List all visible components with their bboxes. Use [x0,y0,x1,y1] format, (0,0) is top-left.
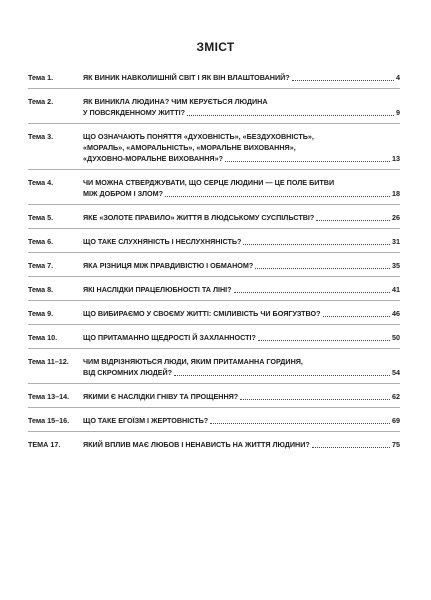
toc-separator [28,169,400,170]
toc-entry-last-line [83,284,400,295]
toc-entry[interactable] [28,96,400,118]
toc-entry-title-line: ЯКИЙ ВПЛИВ МАЄ ЛЮБОВ І НЕНАВИСТЬ НА ЖИТТЯ ЛЮДИНИ? [83,440,310,449]
toc-entry[interactable] [28,439,400,450]
toc-entry-title-line: ЧИМ ВІДРІЗНЯЮТЬСЯ ЛЮДИ, ЯКИМ ПРИТАМАННА ГОРДИНЯ, [83,357,303,366]
toc-entry-title-line: «МОРАЛЬ», «АМОРАЛЬНІСТЬ», «МОРАЛЬНЕ ВИХОВАННЯ», [83,143,296,152]
toc-separator [28,324,400,325]
toc-entry-title-line: ЯК ВИНИКЛА ЛЮДИНА? ЧИМ КЕРУЄТЬСЯ ЛЮДИНА [83,97,268,106]
toc-separator [28,300,400,301]
toc-page-number: 9 [396,108,400,117]
toc-entry-title-line: «ДУХОВНО-МОРАЛЬНЕ ВИХОВАННЯ»? [83,154,223,163]
toc-entry-title-line: МІЖ ДОБРОМ І ЗЛОМ? [83,189,163,198]
toc-entry[interactable] [28,284,400,295]
toc-page-number: 13 [392,154,400,163]
toc-separator [28,252,400,253]
toc-entry-number: Тема 10. [28,333,58,342]
toc-entry[interactable] [28,212,400,223]
toc-entry-last-line [83,439,400,450]
toc-entry[interactable] [28,131,400,164]
toc-entry-last-line [83,260,400,271]
toc-entry-text [83,332,400,343]
toc-entry-text [83,439,400,450]
toc-entry-title-line: ЧИ МОЖНА СТВЕРДЖУВАТИ, ЩО СЕРЦЕ ЛЮДИНИ — ЦЕ ПОЛЕ БИТВИ [83,178,335,187]
toc-entry-text [83,236,400,247]
toc-entry-title-line: ЩО ТАКЕ СЛУХНЯНІСТЬ І НЕСЛУХНЯНІСТЬ? [83,237,242,246]
toc-entry-text [83,356,400,378]
dot-leader [165,189,390,197]
toc-entry-title-line: ЯКЕ «ЗОЛОТЕ ПРАВИЛО» ЖИТТЯ В ЛЮДСЬКОМУ СУСПІЛЬСТВІ? [83,213,315,222]
toc-entry-title-line: ЯКІ НАСЛІДКИ ПРАЦЕЛЮБНОСТІ ТА ЛІНІ? [83,285,232,294]
toc-separator [28,228,400,229]
toc-entry-title-line: ЩО ТАКЕ ЕГОЇЗМ І ЖЕРТОВНІСТЬ? [83,416,209,425]
toc-entry[interactable] [28,236,400,247]
toc-entry-text [83,260,400,271]
toc-entry-text [83,131,400,164]
toc-separator [28,123,400,124]
toc-entry-number: Тема 5. [28,213,54,222]
toc-entry-number: Тема 1. [28,73,54,82]
toc-entry[interactable] [28,415,400,426]
toc-entry-number: Тема 4. [28,178,54,187]
dot-leader [316,213,390,221]
toc-page-number: 50 [392,333,400,342]
dot-leader [258,333,390,341]
toc-entry-last-line [83,391,400,402]
toc-page-number: 26 [392,213,400,222]
dot-leader [255,261,390,269]
toc-entry-number: Тема 6. [28,237,54,246]
dot-leader [243,237,390,245]
toc-entry-text [83,177,400,199]
toc-entry-title-line: У ПОВСЯКДЕННОМУ ЖИТТІ? [83,108,186,117]
toc-entry-last-line [83,212,400,223]
toc-separator [28,204,400,205]
toc-entry[interactable] [28,356,400,378]
toc-entry-text [83,212,400,223]
toc-page-number: 4 [396,73,400,82]
toc-list [28,72,400,450]
toc-page-number: 41 [392,285,400,294]
toc-entry[interactable] [28,391,400,402]
toc-entry-number: Тема 11–12. [28,357,69,366]
toc-entry-title-line: ЯК ВИНИК НАВКОЛИШНІЙ СВІТ І ЯК ВІН ВЛАШТОВАНИЙ? [83,73,290,82]
toc-entry-number: ТЕМА 17. [28,440,61,449]
toc-entry-number: Тема 15–16. [28,416,70,425]
toc-entry-title-line: ЯКИМИ Є НАСЛІДКИ ГНІВУ ТА ПРОЩЕННЯ? [83,392,239,401]
toc-entry-last-line [83,236,400,247]
toc-page-number: 35 [392,261,400,270]
toc-entry-last-line [83,188,400,199]
toc-entry-number: Тема 7. [28,261,54,270]
toc-entry-last-line [83,107,400,118]
toc-entry[interactable] [28,177,400,199]
toc-entry-last-line [83,415,400,426]
toc-page-number: 69 [392,416,400,425]
toc-entry-number: Тема 13–14. [28,392,70,401]
toc-separator [28,88,400,89]
dot-leader [234,285,390,293]
toc-entry-number: Тема 8. [28,285,54,294]
toc-separator [28,407,400,408]
toc-entry-last-line [83,367,400,378]
toc-page-number: 62 [392,392,400,401]
toc-entry-title-line: ВІД СКРОМНИХ ЛЮДЕЙ? [83,368,173,377]
toc-separator [28,383,400,384]
toc-entry[interactable] [28,260,400,271]
toc-page-number: 75 [392,440,400,449]
dot-leader [312,440,390,448]
toc-entry-last-line [83,308,400,319]
toc-entry-text [83,308,400,319]
toc-page-number: 18 [392,189,400,198]
dot-leader [240,392,390,400]
toc-entry[interactable] [28,308,400,319]
toc-page-number: 31 [392,237,400,246]
dot-leader [292,73,394,81]
toc-entry-number: Тема 3. [28,132,54,141]
toc-page-number: 46 [392,309,400,318]
dot-leader [174,368,390,376]
toc-entry-text [83,96,400,118]
toc-entry[interactable] [28,72,400,83]
toc-entry-last-line [83,153,400,164]
dot-leader [225,154,390,162]
dot-leader [210,416,390,424]
toc-entry-text [83,72,400,83]
dot-leader [323,309,390,317]
toc-separator [28,276,400,277]
toc-entry-text [83,284,400,295]
toc-entry-number: Тема 2. [28,97,54,106]
dot-leader [187,108,394,116]
toc-entry-title-line: ЩО ПРИТАМАННО ЩЕДРОСТІ Й ЗАХЛАННОСТІ? [83,333,256,342]
toc-entry-last-line [83,72,400,83]
toc-entry[interactable] [28,332,400,343]
toc-entry-title-line: ЩО ВИБИРАЄМО У СВОЄМУ ЖИТТІ: СМІЛИВІСТЬ ЧИ БОЯГУЗТВО? [83,309,321,318]
page-title: ЗМІСТ [196,40,235,54]
toc-entry-title-line: ЯКА РІЗНИЦЯ МІЖ ПРАВДИВІСТЮ І ОБМАНОМ? [83,261,254,270]
toc-entry-number: Тема 9. [28,309,54,318]
toc-entry-last-line [83,332,400,343]
toc-separator [28,431,400,432]
toc-separator [28,348,400,349]
toc-entry-text [83,391,400,402]
toc-page-number: 54 [392,368,400,377]
toc-entry-text [83,415,400,426]
toc-entry-title-line: ЩО ОЗНАЧАЮТЬ ПОНЯТТЯ «ДУХОВНІСТЬ», «БЕЗДУХОВНІСТЬ», [83,132,314,141]
